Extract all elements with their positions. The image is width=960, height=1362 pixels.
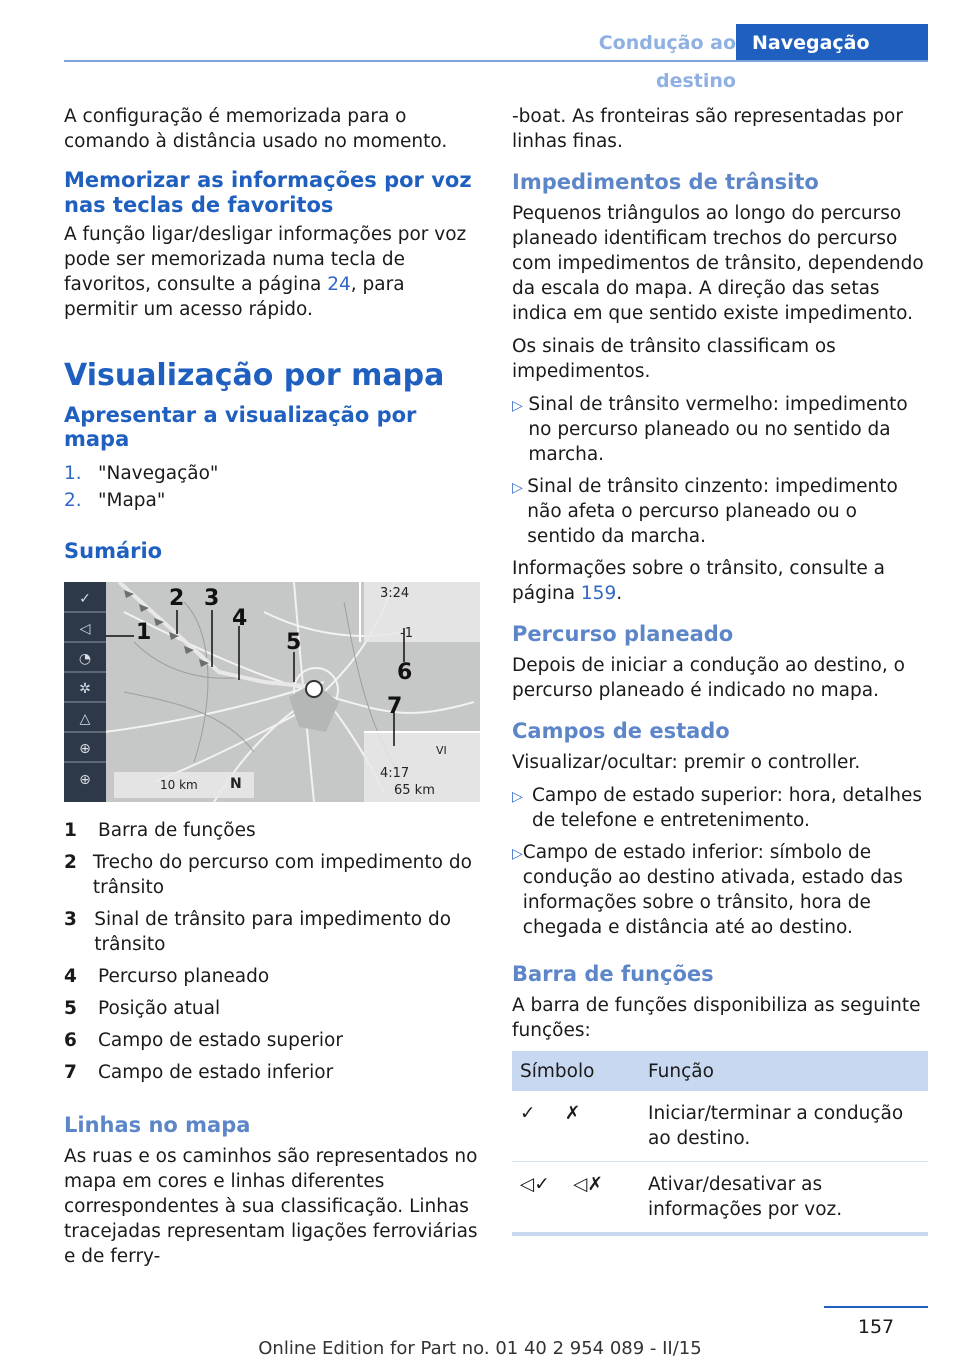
legend-item: 4 Percurso planeado	[64, 966, 270, 987]
traffic-text: Pequenos triângulos ao longo do percurso planeado identificam trechos do percurso com impedimentos de trânsito, dependendo da escala do mapa. A direção das setas indica em que sentido existe impedimento.	[512, 203, 924, 324]
continued-text: -boat. As fronteiras são representadas por linhas finas.	[512, 106, 903, 152]
map-label-6: 6	[397, 660, 413, 685]
legend-item: 1 Barra de funções	[64, 820, 256, 841]
status-phone: -1	[400, 626, 413, 641]
bullet-triangle-icon: ▷	[512, 789, 523, 805]
show-map-heading: Apresentar a visualização por mapa	[64, 403, 417, 451]
left-column	[64, 104, 480, 1277]
bullet-item: ▷ Campo de estado superior: hora, detalhes de telefone e entretenimento.	[512, 785, 923, 831]
status-arrival: 4:17	[380, 766, 410, 781]
footer-edition: Online Edition for Part no. 01 40 2 954 089 - II/15	[258, 1338, 702, 1359]
function-bar-text: A barra de funções disponibiliza as seguinte funções:	[512, 995, 921, 1041]
svg-text:◔: ◔	[78, 651, 92, 667]
svg-text:◁: ◁	[79, 621, 91, 637]
header-chapter: Navegação	[736, 24, 928, 62]
traffic-heading: Impedimentos de trânsito	[512, 170, 819, 194]
north-icon: N	[230, 776, 242, 792]
route-heading: Percurso planeado	[512, 622, 734, 646]
svg-text:✲: ✲	[79, 681, 91, 697]
map-view-heading: Visualização por mapa	[64, 358, 445, 393]
svg-text:⊕: ⊕	[79, 772, 91, 788]
route-text: Depois de iniciar a condução ao destino, o percurso planeado é indicado no mapa.	[512, 655, 905, 701]
legend-item: 5 Posição atual	[64, 998, 221, 1019]
header-rule	[64, 60, 928, 62]
step-item: 2. "Mapa"	[64, 490, 166, 511]
guidance-on-off-icon: ✓ ✗	[512, 1091, 640, 1162]
favorites-heading: Memorizar as informações por voz nas teclas de favoritos	[64, 168, 472, 217]
page-link-159[interactable]: 159	[580, 583, 617, 604]
function-bar-heading: Barra de funções	[512, 962, 714, 986]
table-row: ✓ ✗ Iniciar/terminar a condução ao destino.	[512, 1091, 928, 1162]
map-label-7: 7	[387, 694, 403, 719]
right-column	[512, 104, 928, 1236]
bullet-triangle-icon: ▷	[512, 398, 523, 414]
legend-item: 6 Campo de estado superior	[64, 1030, 343, 1051]
intro-text: A configuração é memorizada para o comando à distância usado no momento.	[64, 106, 448, 152]
bullet-triangle-icon: ▷	[512, 480, 523, 496]
map-scale: 10 km	[160, 778, 198, 792]
page-link-24[interactable]: 24	[327, 274, 351, 295]
status-fields-text: Visualizar/ocultar: premir o controller.	[512, 752, 861, 773]
table-header-symbol: Símbolo	[512, 1051, 640, 1091]
svg-text:⊕: ⊕	[79, 741, 91, 757]
footer-rule	[824, 1306, 928, 1308]
page-number: 157	[857, 1316, 895, 1338]
status-vi: VI	[436, 744, 447, 757]
svg-text:△: △	[79, 711, 91, 727]
map-screenshot	[64, 582, 480, 802]
signs-text: Os sinais de trânsito classificam os impedimentos.	[512, 336, 836, 382]
map-label-2: 2	[169, 586, 185, 611]
table-row: ◁✓ ◁✗ Ativar/desativar as informações por voz.	[512, 1162, 928, 1235]
status-distance: 65 km	[394, 783, 435, 798]
favorites-text: A função ligar/desligar informações por voz pode ser memorizada numa tecla de favoritos, consulte a página 24, para permitir um acesso rápido.	[64, 224, 467, 320]
step-item: 1. "Navegação"	[64, 463, 219, 484]
function-table	[512, 1051, 928, 1236]
status-time: 3:24	[380, 586, 410, 601]
map-lines-text: As ruas e os caminhos são representados no mapa em cores e linhas diferentes correspondentes à sua classificação. Linhas tracejadas representam ligações ferroviárias e de ferry-	[64, 1146, 478, 1267]
bullet-item: ▷ Campo de estado inferior: símbolo de condução ao destino ativada, estado das informações sobre o trânsito, hora de chegada e distância até ao destino.	[512, 842, 903, 938]
table-header-function: Função	[640, 1051, 928, 1091]
map-label-4: 4	[232, 606, 248, 631]
bullet-triangle-icon: ▷	[512, 846, 523, 862]
legend-item: 3 Sinal de trânsito para impedimento do trânsito	[64, 909, 452, 955]
map-label-1: 1	[136, 620, 152, 645]
legend-item: 2 Trecho do percurso com impedimento do trânsito	[64, 852, 472, 898]
bullet-item: ▷ Sinal de trânsito cinzento: impedimento não afeta o percurso planeado ou o sentido da marcha.	[512, 476, 898, 547]
traffic-info-text: Informações sobre o trânsito, consulte a página 159.	[512, 558, 886, 604]
map-label-3: 3	[204, 586, 220, 611]
status-fields-heading: Campos de estado	[512, 719, 730, 743]
bullet-item: ▷ Sinal de trânsito vermelho: impedimento no percurso planeado ou no sentido da marcha.	[512, 394, 908, 465]
header-section: Condução ao destino	[598, 32, 736, 92]
svg-text:✓: ✓	[79, 591, 91, 607]
map-label-5: 5	[286, 630, 302, 655]
legend-item: 7 Campo de estado inferior	[64, 1062, 334, 1083]
map-lines-heading: Linhas no mapa	[64, 1113, 251, 1137]
voice-on-off-icon: ◁✓ ◁✗	[512, 1162, 640, 1235]
summary-heading: Sumário	[64, 539, 163, 563]
